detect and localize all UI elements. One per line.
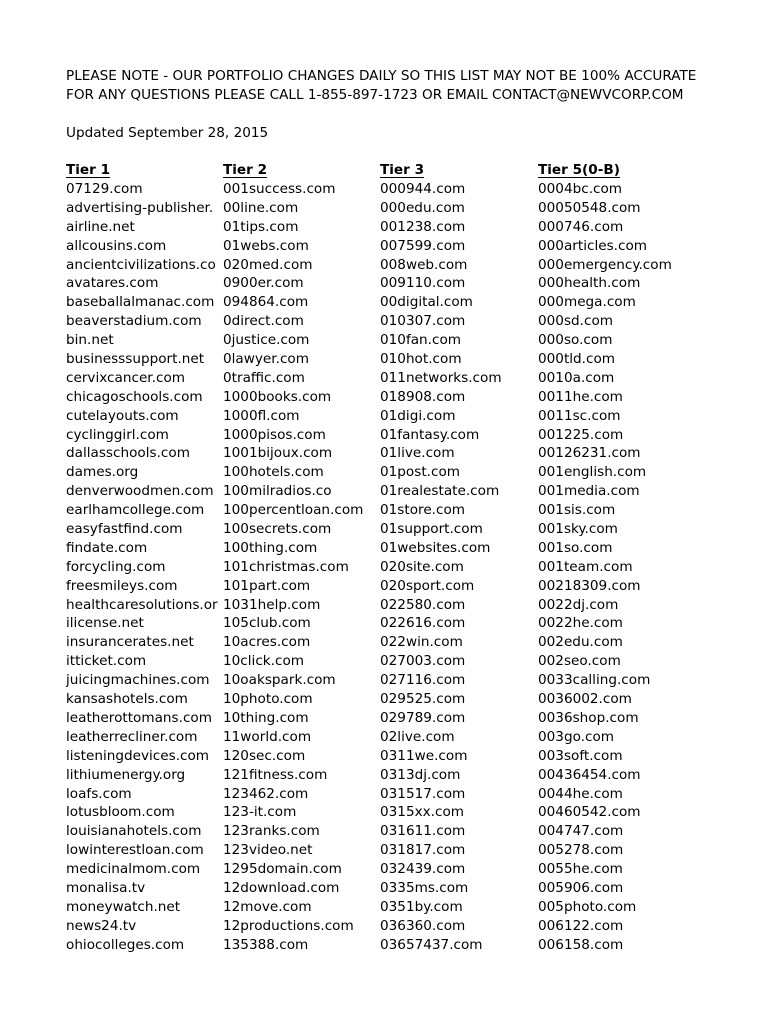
domain-entry: 105club.com xyxy=(223,615,311,632)
domain-entry: 1000pisos.com xyxy=(223,426,326,443)
domain-entry: kansashotels.com xyxy=(66,691,188,708)
domain-entry: 010fan.com xyxy=(380,332,462,349)
domain-entry: 001so.com xyxy=(538,539,613,556)
domain-entry: lowinterestloan.com xyxy=(66,842,204,859)
domain-entry: freesmileys.com xyxy=(66,577,178,594)
domain-entry: 135388.com xyxy=(223,936,309,953)
domain-entry: 100secrets.com xyxy=(223,521,332,538)
domain-entry: 00line.com xyxy=(223,199,299,216)
domain-entry: dallasschools.com xyxy=(66,445,190,462)
domain-entry: 07129.com xyxy=(66,181,143,197)
domain-entry: 001238.com xyxy=(380,218,466,235)
domain-entry: 000mega.com xyxy=(538,294,636,311)
portfolio-notice: PLEASE NOTE - OUR PORTFOLIO CHANGES DAILY SO THIS LIST MAY NOT BE 100% ACCURATE xyxy=(66,68,696,84)
domain-entry: 00436454.com xyxy=(538,766,641,783)
domain-entry: 01post.com xyxy=(380,464,461,481)
domain-entry: 0055he.com xyxy=(538,861,623,878)
domain-entry: 010hot.com xyxy=(380,351,462,368)
domain-entry: 022580.com xyxy=(380,596,466,613)
domain-entry: 101christmas.com xyxy=(223,558,349,575)
domain-entry: 123-it.com xyxy=(223,804,297,821)
domain-entry: ancientcivilizations.co xyxy=(66,256,216,273)
domain-entry: 100percentloan.com xyxy=(223,502,364,519)
domain-entry: 123video.net xyxy=(223,842,313,859)
domain-entry: 100milradios.co xyxy=(223,483,332,500)
domain-entry: allcousins.com xyxy=(66,237,167,254)
domain-entry: 009110.com xyxy=(380,275,466,292)
tier-3-list xyxy=(380,180,530,955)
domain-entry: leatherrecliner.com xyxy=(66,728,198,745)
domain-entry: 0traffic.com xyxy=(223,369,305,386)
domain-entry: 008web.com xyxy=(380,256,468,273)
domain-entry: 0011sc.com xyxy=(538,407,621,424)
domain-entry: 001sis.com xyxy=(538,502,616,519)
domain-entry: 000edu.com xyxy=(380,199,465,216)
tier-1-list xyxy=(66,180,218,955)
domain-entry: 11world.com xyxy=(223,728,312,745)
domain-entry: forcycling.com xyxy=(66,558,166,575)
domain-entry: 00digital.com xyxy=(380,294,473,311)
domain-entry: 0900er.com xyxy=(223,275,304,292)
domain-entry: 000articles.com xyxy=(538,237,648,254)
domain-entry: 12download.com xyxy=(223,879,340,896)
domain-entry: 022616.com xyxy=(380,615,466,632)
domain-entry: cervixcancer.com xyxy=(66,369,186,386)
domain-entry: 01websites.com xyxy=(380,539,491,556)
tier-5-list xyxy=(538,180,738,955)
domain-entry: 010307.com xyxy=(380,313,466,330)
tier-1-column xyxy=(66,161,218,955)
domain-entry: 005278.com xyxy=(538,842,624,859)
domain-entry: 10click.com xyxy=(223,653,305,670)
domain-entry: 0004bc.com xyxy=(538,181,623,197)
domain-entry: 001225.com xyxy=(538,426,624,443)
domain-entry: 000emergency.com xyxy=(538,256,672,273)
tier-3-column xyxy=(380,161,530,955)
domain-entry: 000sd.com xyxy=(538,313,614,330)
domain-entry: louisianahotels.com xyxy=(66,823,202,840)
domain-entry: itticket.com xyxy=(66,653,147,670)
domain-entry: businesssupport.net xyxy=(66,351,205,368)
domain-entry: chicagoschools.com xyxy=(66,388,203,405)
domain-entry: 005photo.com xyxy=(538,898,637,915)
domain-entry: 1000fl.com xyxy=(223,407,300,424)
domain-entry: loafs.com xyxy=(66,785,132,802)
domain-entry: 020med.com xyxy=(223,256,313,273)
domain-entry: 02live.com xyxy=(380,728,455,745)
domain-entry: news24.tv xyxy=(66,917,137,934)
domain-entry: 003soft.com xyxy=(538,747,623,764)
domain-entry: 0315xx.com xyxy=(380,804,465,821)
domain-entry: 020site.com xyxy=(380,558,464,575)
domain-entry: 0351by.com xyxy=(380,898,463,915)
domain-entry: 123ranks.com xyxy=(223,823,320,840)
domain-entry: 001success.com xyxy=(223,181,336,197)
domain-entry: ilicense.net xyxy=(66,615,144,632)
domain-entry: 0311we.com xyxy=(380,747,468,764)
domain-entry: 01live.com xyxy=(380,445,455,462)
domain-entry: 001media.com xyxy=(538,483,640,500)
domain-entry: 031517.com xyxy=(380,785,466,802)
domain-entry: 031817.com xyxy=(380,842,466,859)
domain-entry: avatares.com xyxy=(66,275,159,292)
contact-notice: FOR ANY QUESTIONS PLEASE CALL 1-855-897-1723 OR EMAIL CONTACT@NEWVCORP.COM xyxy=(66,87,684,103)
domain-entry: 006122.com xyxy=(538,917,624,934)
domain-entry: 022win.com xyxy=(380,634,463,651)
domain-entry: insurancerates.net xyxy=(66,634,194,651)
domain-entry: 00050548.com xyxy=(538,199,641,216)
domain-entry: 000944.com xyxy=(380,181,466,197)
domain-entry: cyclinggirl.com xyxy=(66,426,169,443)
domain-entry: medicinalmom.com xyxy=(66,861,201,878)
domain-entry: monalisa.tv xyxy=(66,879,146,896)
tier-2-header: Tier 2 xyxy=(223,162,268,178)
domain-entry: 032439.com xyxy=(380,861,466,878)
domain-entry: 0036shop.com xyxy=(538,709,639,726)
domain-entry: 000746.com xyxy=(538,218,624,235)
domain-entry: 0010a.com xyxy=(538,369,615,386)
domain-entry: 007599.com xyxy=(380,237,466,254)
domain-entry: denverwoodmen.com xyxy=(66,483,214,500)
domain-entry: 10thing.com xyxy=(223,709,309,726)
domain-entry: 1295domain.com xyxy=(223,861,342,878)
domain-entry: healthcaresolutions.or xyxy=(66,596,218,613)
domain-entry: 002edu.com xyxy=(538,634,623,651)
domain-entry: 0044he.com xyxy=(538,785,623,802)
domain-entry: 1031help.com xyxy=(223,596,321,613)
domain-entry: airline.net xyxy=(66,218,135,235)
domain-entry: 0036002.com xyxy=(538,691,632,708)
domain-entry: 01fantasy.com xyxy=(380,426,480,443)
domain-entry: 0011he.com xyxy=(538,388,623,405)
domain-entry: 0022he.com xyxy=(538,615,623,632)
domain-entry: 001sky.com xyxy=(538,521,618,538)
domain-entry: ohiocolleges.com xyxy=(66,936,185,953)
domain-entry: 094864.com xyxy=(223,294,309,311)
domain-entry: 000tld.com xyxy=(538,351,616,368)
domain-entry: 001english.com xyxy=(538,464,647,481)
domain-entry: 10photo.com xyxy=(223,691,313,708)
domain-entry: 00126231.com xyxy=(538,445,641,462)
domain-entry: baseballalmanac.com xyxy=(66,294,215,311)
tier-5-column xyxy=(538,161,738,955)
domain-entry: 01tips.com xyxy=(223,218,299,235)
domain-entry: 120sec.com xyxy=(223,747,306,764)
domain-entry: 03657437.com xyxy=(380,936,483,953)
domain-entry: 003go.com xyxy=(538,728,615,745)
domain-entry: 036360.com xyxy=(380,917,466,934)
domain-entry: 020sport.com xyxy=(380,577,475,594)
domain-entry: 029789.com xyxy=(380,709,466,726)
domain-entry: 101part.com xyxy=(223,577,311,594)
domain-entry: 00460542.com xyxy=(538,804,641,821)
domain-entry: 027003.com xyxy=(380,653,466,670)
domain-entry: 0justice.com xyxy=(223,332,310,349)
domain-entry: 01store.com xyxy=(380,502,466,519)
domain-entry: easyfastfind.com xyxy=(66,521,183,538)
domain-entry: findate.com xyxy=(66,539,148,556)
domain-entry: 0313dj.com xyxy=(380,766,461,783)
domain-entry: 100hotels.com xyxy=(223,464,324,481)
domain-entry: 002seo.com xyxy=(538,653,621,670)
domain-entry: bin.net xyxy=(66,332,114,349)
domain-entry: 0direct.com xyxy=(223,313,304,330)
domain-entry: 005906.com xyxy=(538,879,624,896)
domain-entry: 10oakspark.com xyxy=(223,672,336,689)
tier-2-list xyxy=(223,180,373,955)
domain-entry: 121fitness.com xyxy=(223,766,328,783)
domain-entry: advertising-publisher. xyxy=(66,199,214,216)
updated-date: Updated September 28, 2015 xyxy=(66,125,269,141)
domain-entry: 006158.com xyxy=(538,936,624,953)
domain-entry: 0335ms.com xyxy=(380,879,469,896)
domain-entry: 123462.com xyxy=(223,785,309,802)
tier-2-column xyxy=(223,161,373,955)
domain-entry: leatherottomans.com xyxy=(66,709,212,726)
domain-entry: 0022dj.com xyxy=(538,596,619,613)
domain-entry: 100thing.com xyxy=(223,539,318,556)
domain-entry: 01support.com xyxy=(380,521,483,538)
tier-5-header: Tier 5(0-B) xyxy=(538,162,620,178)
domain-entry: 12productions.com xyxy=(223,917,354,934)
domain-entry: 000so.com xyxy=(538,332,613,349)
domain-entry: 01realestate.com xyxy=(380,483,500,500)
domain-entry: lithiumenergy.org xyxy=(66,766,186,783)
domain-entry: 018908.com xyxy=(380,388,466,405)
domain-entry: 011networks.com xyxy=(380,369,502,386)
domain-entry: moneywatch.net xyxy=(66,898,181,915)
domain-entry: 1000books.com xyxy=(223,388,332,405)
domain-entry: earlhamcollege.com xyxy=(66,502,205,519)
tier-3-header: Tier 3 xyxy=(380,162,425,178)
domain-entry: 027116.com xyxy=(380,672,466,689)
domain-entry: 031611.com xyxy=(380,823,466,840)
domain-entry: 0lawyer.com xyxy=(223,351,309,368)
domain-entry: lotusbloom.com xyxy=(66,804,175,821)
domain-entry: 01digi.com xyxy=(380,407,456,424)
domain-entry: 10acres.com xyxy=(223,634,311,651)
domain-entry: 029525.com xyxy=(380,691,466,708)
domain-entry: 1001bijoux.com xyxy=(223,445,333,462)
domain-entry: 0033calling.com xyxy=(538,672,651,689)
domain-entry: dames.org xyxy=(66,464,139,481)
domain-entry: 001team.com xyxy=(538,558,633,575)
domain-entry: 004747.com xyxy=(538,823,624,840)
domain-entry: 00218309.com xyxy=(538,577,641,594)
domain-entry: beaverstadium.com xyxy=(66,313,202,330)
domain-entry: listeningdevices.com xyxy=(66,747,210,764)
domain-entry: cutelayouts.com xyxy=(66,407,179,424)
domain-entry: 000health.com xyxy=(538,275,641,292)
domain-entry: 01webs.com xyxy=(223,237,309,254)
domain-entry: 12move.com xyxy=(223,898,312,915)
tier-1-header: Tier 1 xyxy=(66,162,111,178)
domain-entry: juicingmachines.com xyxy=(66,672,210,689)
